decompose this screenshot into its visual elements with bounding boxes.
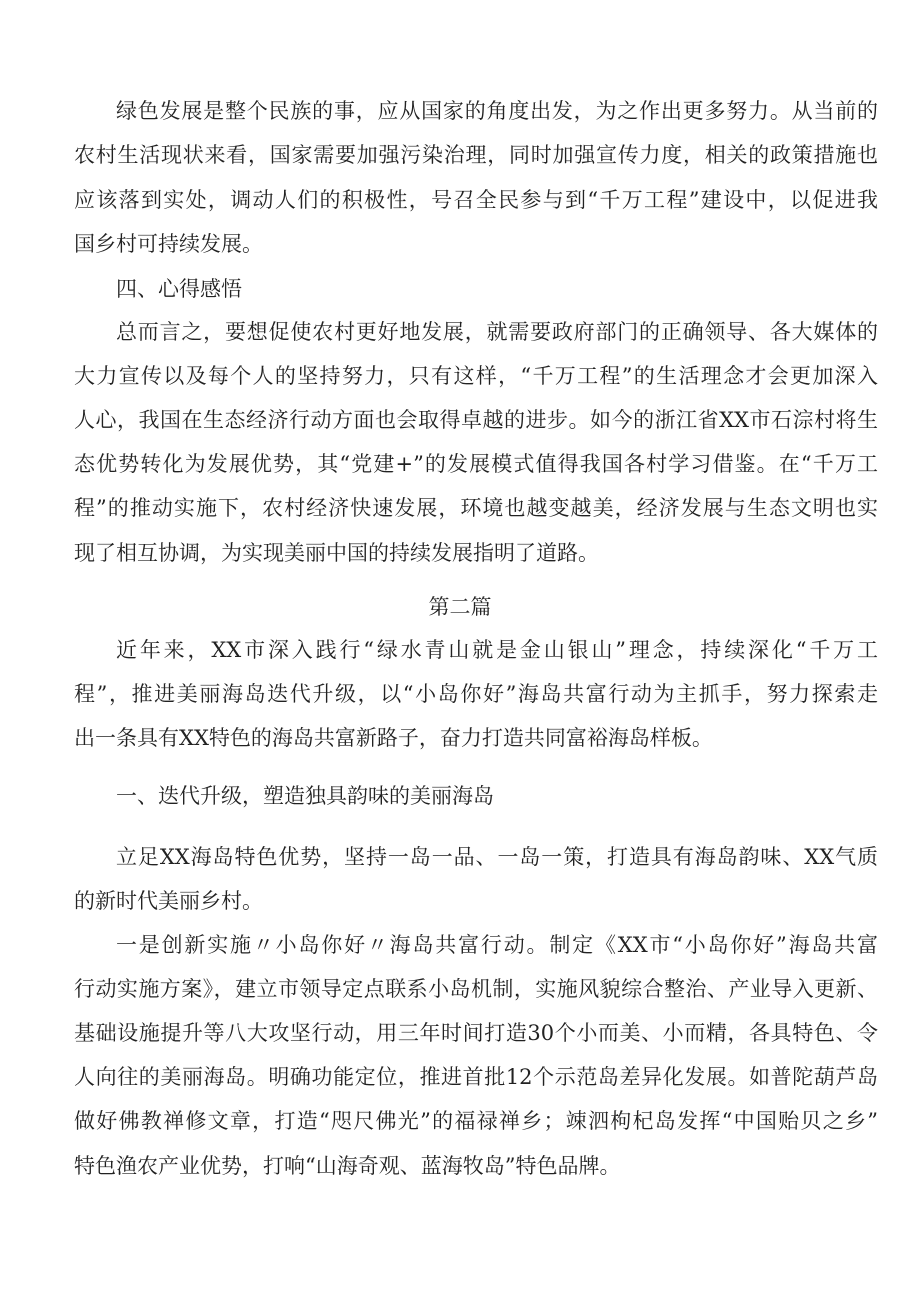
paragraph-line: 国乡村可持续发展。 xyxy=(74,232,263,256)
paragraph-line: 近年来，XX市深入践行“绿水青山就是金山银山”理念，持续深化“千万工 xyxy=(116,638,878,662)
paragraph-line: 农村生活现状来看，国家需要加强污染治理，同时加强宣传力度，相关的政策措施也 xyxy=(74,143,878,167)
paragraph-line: 基础设施提升等八大攻坚行动，用三年时间打造30个小而美、小而精，各具特色、令 xyxy=(74,1021,878,1045)
paragraph-line: 行动实施方案》，建立市领导定点联系小岛机制，实施风貌综合整治、产业导入更新、 xyxy=(74,977,878,1001)
paragraph-line: 的新时代美丽乡村。 xyxy=(74,889,263,913)
paragraph-line: 总而言之，要想促使农村更好地发展，就需要政府部门的正确领导、各大媒体的 xyxy=(116,320,878,344)
paragraph-line: 出一条具有XX特色的海岛共富新路子，奋力打造共同富裕海岛样板。 xyxy=(74,726,713,750)
paragraph-line: 程”的推动实施下，农村经济快速发展，环境也越变越美，经济发展与生态文明也实 xyxy=(74,496,878,520)
paragraph-line: 特色渔农产业优势，打响“山海奇观、蓝海牧岛”特色品牌。 xyxy=(74,1154,621,1178)
paragraph-line: 应该落到实处，调动人们的积极性，号召全民参与到“千万工程”建设中，以促进我 xyxy=(74,188,878,212)
paragraph-line: 大力宣传以及每个人的坚持努力，只有这样，“千万工程”的生活理念才会更加深入 xyxy=(74,364,878,388)
paragraph-line: 一是创新实施〃小岛你好〃海岛共富行动。制定《XX市“小岛你好”海岛共富 xyxy=(116,933,878,957)
section-title: 第二篇 xyxy=(428,595,492,619)
paragraph-line: 态优势转化为发展优势，其“党建+”的发展模式值得我国各村学习借鉴。在“千万工 xyxy=(74,452,878,476)
paragraph-line: 人心，我国在生态经济行动方面也会取得卓越的进步。如今的浙江省XX市石淙村将生 xyxy=(74,408,878,432)
paragraph-line: 人向往的美丽海岛。明确功能定位，推进首批12个示范岛差异化发展。如普陀葫芦岛 xyxy=(74,1065,878,1089)
paragraph-line: 程”，推进美丽海岛迭代升级，以“小岛你好”海岛共富行动为主抓手，努力探索走 xyxy=(74,682,878,706)
section-heading: 一、迭代升级，塑造独具韵味的美丽海岛 xyxy=(116,784,494,808)
paragraph-line: 现了相互协调，为实现美丽中国的持续发展指明了道路。 xyxy=(74,541,599,565)
paragraph-line: 做好佛教禅修文章，打造“咫尺佛光”的福禄禅乡；竦泗枸杞岛发挥“中国贻贝之乡” xyxy=(74,1109,878,1133)
paragraph-line: 绿色发展是整个民族的事，应从国家的角度出发，为之作出更多努力。从当前的 xyxy=(116,99,878,123)
paragraph-line: 立足XX海岛特色优势，坚持一岛一品、一岛一策，打造具有海岛韵味、XX气质 xyxy=(116,845,878,869)
section-heading: 四、心得感悟 xyxy=(116,277,242,301)
